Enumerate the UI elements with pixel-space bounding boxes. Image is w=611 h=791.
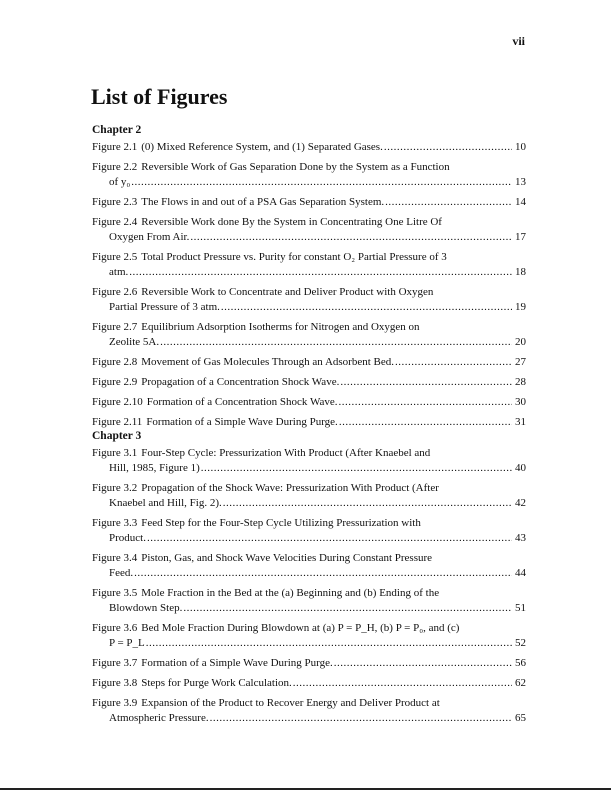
figure-entry-line [92, 395, 526, 410]
figure-caption: P = P_L [109, 637, 145, 649]
figure-entry-line [92, 355, 526, 370]
figure-entry [92, 586, 526, 616]
figure-entry-line [92, 250, 526, 265]
figure-entry [92, 375, 526, 390]
chapter-heading: Chapter 3 [92, 430, 142, 442]
figure-caption: atm. [109, 266, 129, 278]
figure-entry [92, 395, 526, 410]
figure-label: Figure 2.11 [92, 416, 143, 428]
figure-label: Figure 2.8 [92, 356, 138, 368]
dot-leader [201, 461, 512, 476]
scan-edge-rule [0, 788, 611, 790]
figure-label: Figure 3.5 [92, 587, 138, 599]
figure-entry-line [92, 446, 526, 461]
dot-leader [190, 230, 512, 245]
figure-entry [92, 446, 526, 476]
figure-entry [92, 621, 526, 651]
figure-page-number: 40 [515, 462, 526, 474]
figure-list-chapter-3 [92, 446, 526, 731]
dot-leader [340, 375, 512, 390]
figure-page-number: 62 [515, 677, 526, 689]
figure-caption: Zeolite 5A. [109, 336, 160, 348]
figure-entry [92, 160, 526, 190]
figure-entry-line [92, 711, 526, 726]
figure-caption: Blowdown Step. [109, 602, 183, 614]
figure-entry-line [92, 335, 526, 350]
figure-label: Figure 2.6 [92, 286, 138, 298]
figure-entry [92, 551, 526, 581]
dot-leader [131, 175, 512, 190]
figure-entry [92, 285, 526, 315]
figure-label: Figure 3.1 [92, 447, 138, 459]
dot-leader [334, 656, 512, 671]
figure-entry-line [92, 481, 526, 496]
figure-entry-line [92, 566, 526, 581]
figure-entry-line [92, 230, 526, 245]
figure-entry-line [92, 320, 526, 335]
figure-entry [92, 656, 526, 671]
figure-page-number: 56 [515, 657, 526, 669]
dot-leader [385, 195, 512, 210]
figure-caption: (0) Mixed Reference System, and (1) Separated Gases. [141, 141, 383, 153]
figure-caption: Reversible Work of Gas Separation Done by the System as a Function [141, 161, 450, 173]
figure-caption: The Flows in and out of a PSA Gas Separation System. [141, 196, 385, 208]
figure-caption: Mole Fraction in the Bed at the (a) Beginning and (b) Ending of the [141, 587, 440, 599]
figure-caption: Formation of a Simple Wave During Purge. [141, 657, 333, 669]
figure-label: Figure 2.1 [92, 141, 138, 153]
figure-entry-line [92, 601, 526, 616]
figure-entry-line [92, 696, 526, 711]
figure-caption: Bed Mole Fraction During Blowdown at (a) P = P_H, (b) P = P₀, and (c) [141, 622, 460, 634]
figure-entry-line [92, 461, 526, 476]
figure-label: Figure 3.4 [92, 552, 138, 564]
figure-caption: Expansion of the Product to Recover Energy and Deliver Product at [141, 697, 440, 709]
figure-label: Figure 2.10 [92, 396, 143, 408]
figure-caption: Hill, 1985, Figure 1) [109, 462, 200, 474]
figure-page-number: 65 [515, 712, 526, 724]
figure-entry [92, 696, 526, 726]
figure-caption: Feed. [109, 567, 134, 579]
figure-caption: Atmospheric Pressure. [109, 712, 209, 724]
figure-entry-line [92, 656, 526, 671]
figure-page-number: 27 [515, 356, 526, 368]
figure-caption: Feed Step for the Four-Step Cycle Utilizing Pressurization with [141, 517, 421, 529]
figure-entry-line [92, 586, 526, 601]
figure-label: Figure 2.4 [92, 216, 138, 228]
figure-label: Figure 2.5 [92, 251, 138, 263]
dot-leader [339, 415, 512, 430]
figure-caption: Formation of a Simple Wave During Purge. [146, 416, 338, 428]
figure-label: Figure 3.9 [92, 697, 138, 709]
figure-entry [92, 320, 526, 350]
figure-page-number: 10 [515, 141, 526, 153]
figure-label: Figure 2.7 [92, 321, 138, 333]
figure-caption: Product. [109, 532, 146, 544]
figure-caption: Propagation of the Shock Wave: Pressurization With Product (After [141, 482, 439, 494]
figure-entry-line [92, 160, 526, 175]
figure-page-number: 31 [515, 416, 526, 428]
figure-caption: Reversible Work to Concentrate and Deliver Product with Oxygen [141, 286, 434, 298]
chapter-heading: Chapter 2 [92, 124, 142, 136]
figure-entry [92, 140, 526, 155]
figure-caption: Propagation of a Concentration Shock Wave. [141, 376, 340, 388]
figure-caption: Equilibrium Adsorption Isotherms for Nitrogen and Oxygen on [141, 321, 420, 333]
figure-caption: Four-Step Cycle: Pressurization With Product (After Knaebel and [141, 447, 431, 459]
dot-leader [160, 335, 512, 350]
figure-caption: Knaebel and Hill, Fig. 2). [109, 497, 222, 509]
figure-entry-line [92, 195, 526, 210]
figure-page-number: 52 [515, 637, 526, 649]
figure-caption: Partial Pressure of 3 atm. [109, 301, 220, 313]
figure-label: Figure 3.7 [92, 657, 138, 669]
figure-page-number: 17 [515, 231, 526, 243]
figure-caption: Oxygen From Air. [109, 231, 190, 243]
figure-label: Figure 2.3 [92, 196, 138, 208]
figure-entry-line [92, 265, 526, 280]
page-number: vii [512, 34, 525, 48]
figure-page-number: 44 [515, 567, 526, 579]
figure-caption: Formation of a Concentration Shock Wave. [146, 396, 338, 408]
figure-label: Figure 3.3 [92, 517, 138, 529]
figure-entry-line [92, 621, 526, 636]
figure-entry [92, 676, 526, 691]
figure-entry-line [92, 175, 526, 190]
figure-page-number: 43 [515, 532, 526, 544]
dot-leader [223, 496, 512, 511]
figure-caption: Movement of Gas Molecules Through an Adsorbent Bed. [141, 356, 394, 368]
figure-entry-line [92, 636, 526, 651]
page-title: List of Figures [91, 84, 228, 109]
dot-leader [395, 355, 512, 370]
figure-caption: of y₀ [109, 176, 131, 188]
figure-page-number: 14 [515, 196, 526, 208]
figure-entry [92, 481, 526, 511]
figure-caption: Piston, Gas, and Shock Wave Velocities During Constant Pressure [141, 552, 433, 564]
dot-leader [221, 300, 512, 315]
figure-page-number: 20 [515, 336, 526, 348]
figure-entry-line [92, 415, 526, 430]
figure-entry-line [92, 531, 526, 546]
dot-leader [129, 265, 512, 280]
figure-entry-line [92, 375, 526, 390]
figure-page-number: 42 [515, 497, 526, 509]
figure-page-number: 13 [515, 176, 526, 188]
dot-leader [134, 566, 512, 581]
figure-label: Figure 2.2 [92, 161, 138, 173]
figure-entry-line [92, 516, 526, 531]
figure-entry-line [92, 140, 526, 155]
figure-entry-line [92, 676, 526, 691]
figure-label: Figure 3.8 [92, 677, 138, 689]
figure-page-number: 30 [515, 396, 526, 408]
figure-caption: Steps for Purge Work Calculation. [141, 677, 292, 689]
figure-page-number: 19 [515, 301, 526, 313]
figure-caption: Total Product Pressure vs. Purity for constant O₂ Partial Pressure of 3 [141, 251, 447, 263]
figure-caption: Reversible Work done By the System in Concentrating One Litre Of [141, 216, 442, 228]
figure-entry-line [92, 551, 526, 566]
figure-entry [92, 415, 526, 430]
figure-entry [92, 215, 526, 245]
figure-label: Figure 3.2 [92, 482, 138, 494]
dot-leader [210, 711, 512, 726]
figure-entry [92, 516, 526, 546]
figure-label: Figure 3.6 [92, 622, 138, 634]
figure-entry-line [92, 215, 526, 230]
figure-label: Figure 2.9 [92, 376, 138, 388]
figure-entry [92, 250, 526, 280]
figure-entry [92, 355, 526, 370]
dot-leader [293, 676, 512, 691]
dot-leader [146, 636, 512, 651]
figure-list-chapter-2 [92, 140, 526, 435]
dot-leader [183, 601, 512, 616]
figure-entry-line [92, 496, 526, 511]
figure-page-number: 51 [515, 602, 526, 614]
figure-entry-line [92, 285, 526, 300]
dot-leader [147, 531, 512, 546]
dot-leader [384, 140, 512, 155]
figure-page-number: 28 [515, 376, 526, 388]
figure-entry-line [92, 300, 526, 315]
figure-page-number: 18 [515, 266, 526, 278]
dot-leader [339, 395, 513, 410]
figure-entry [92, 195, 526, 210]
